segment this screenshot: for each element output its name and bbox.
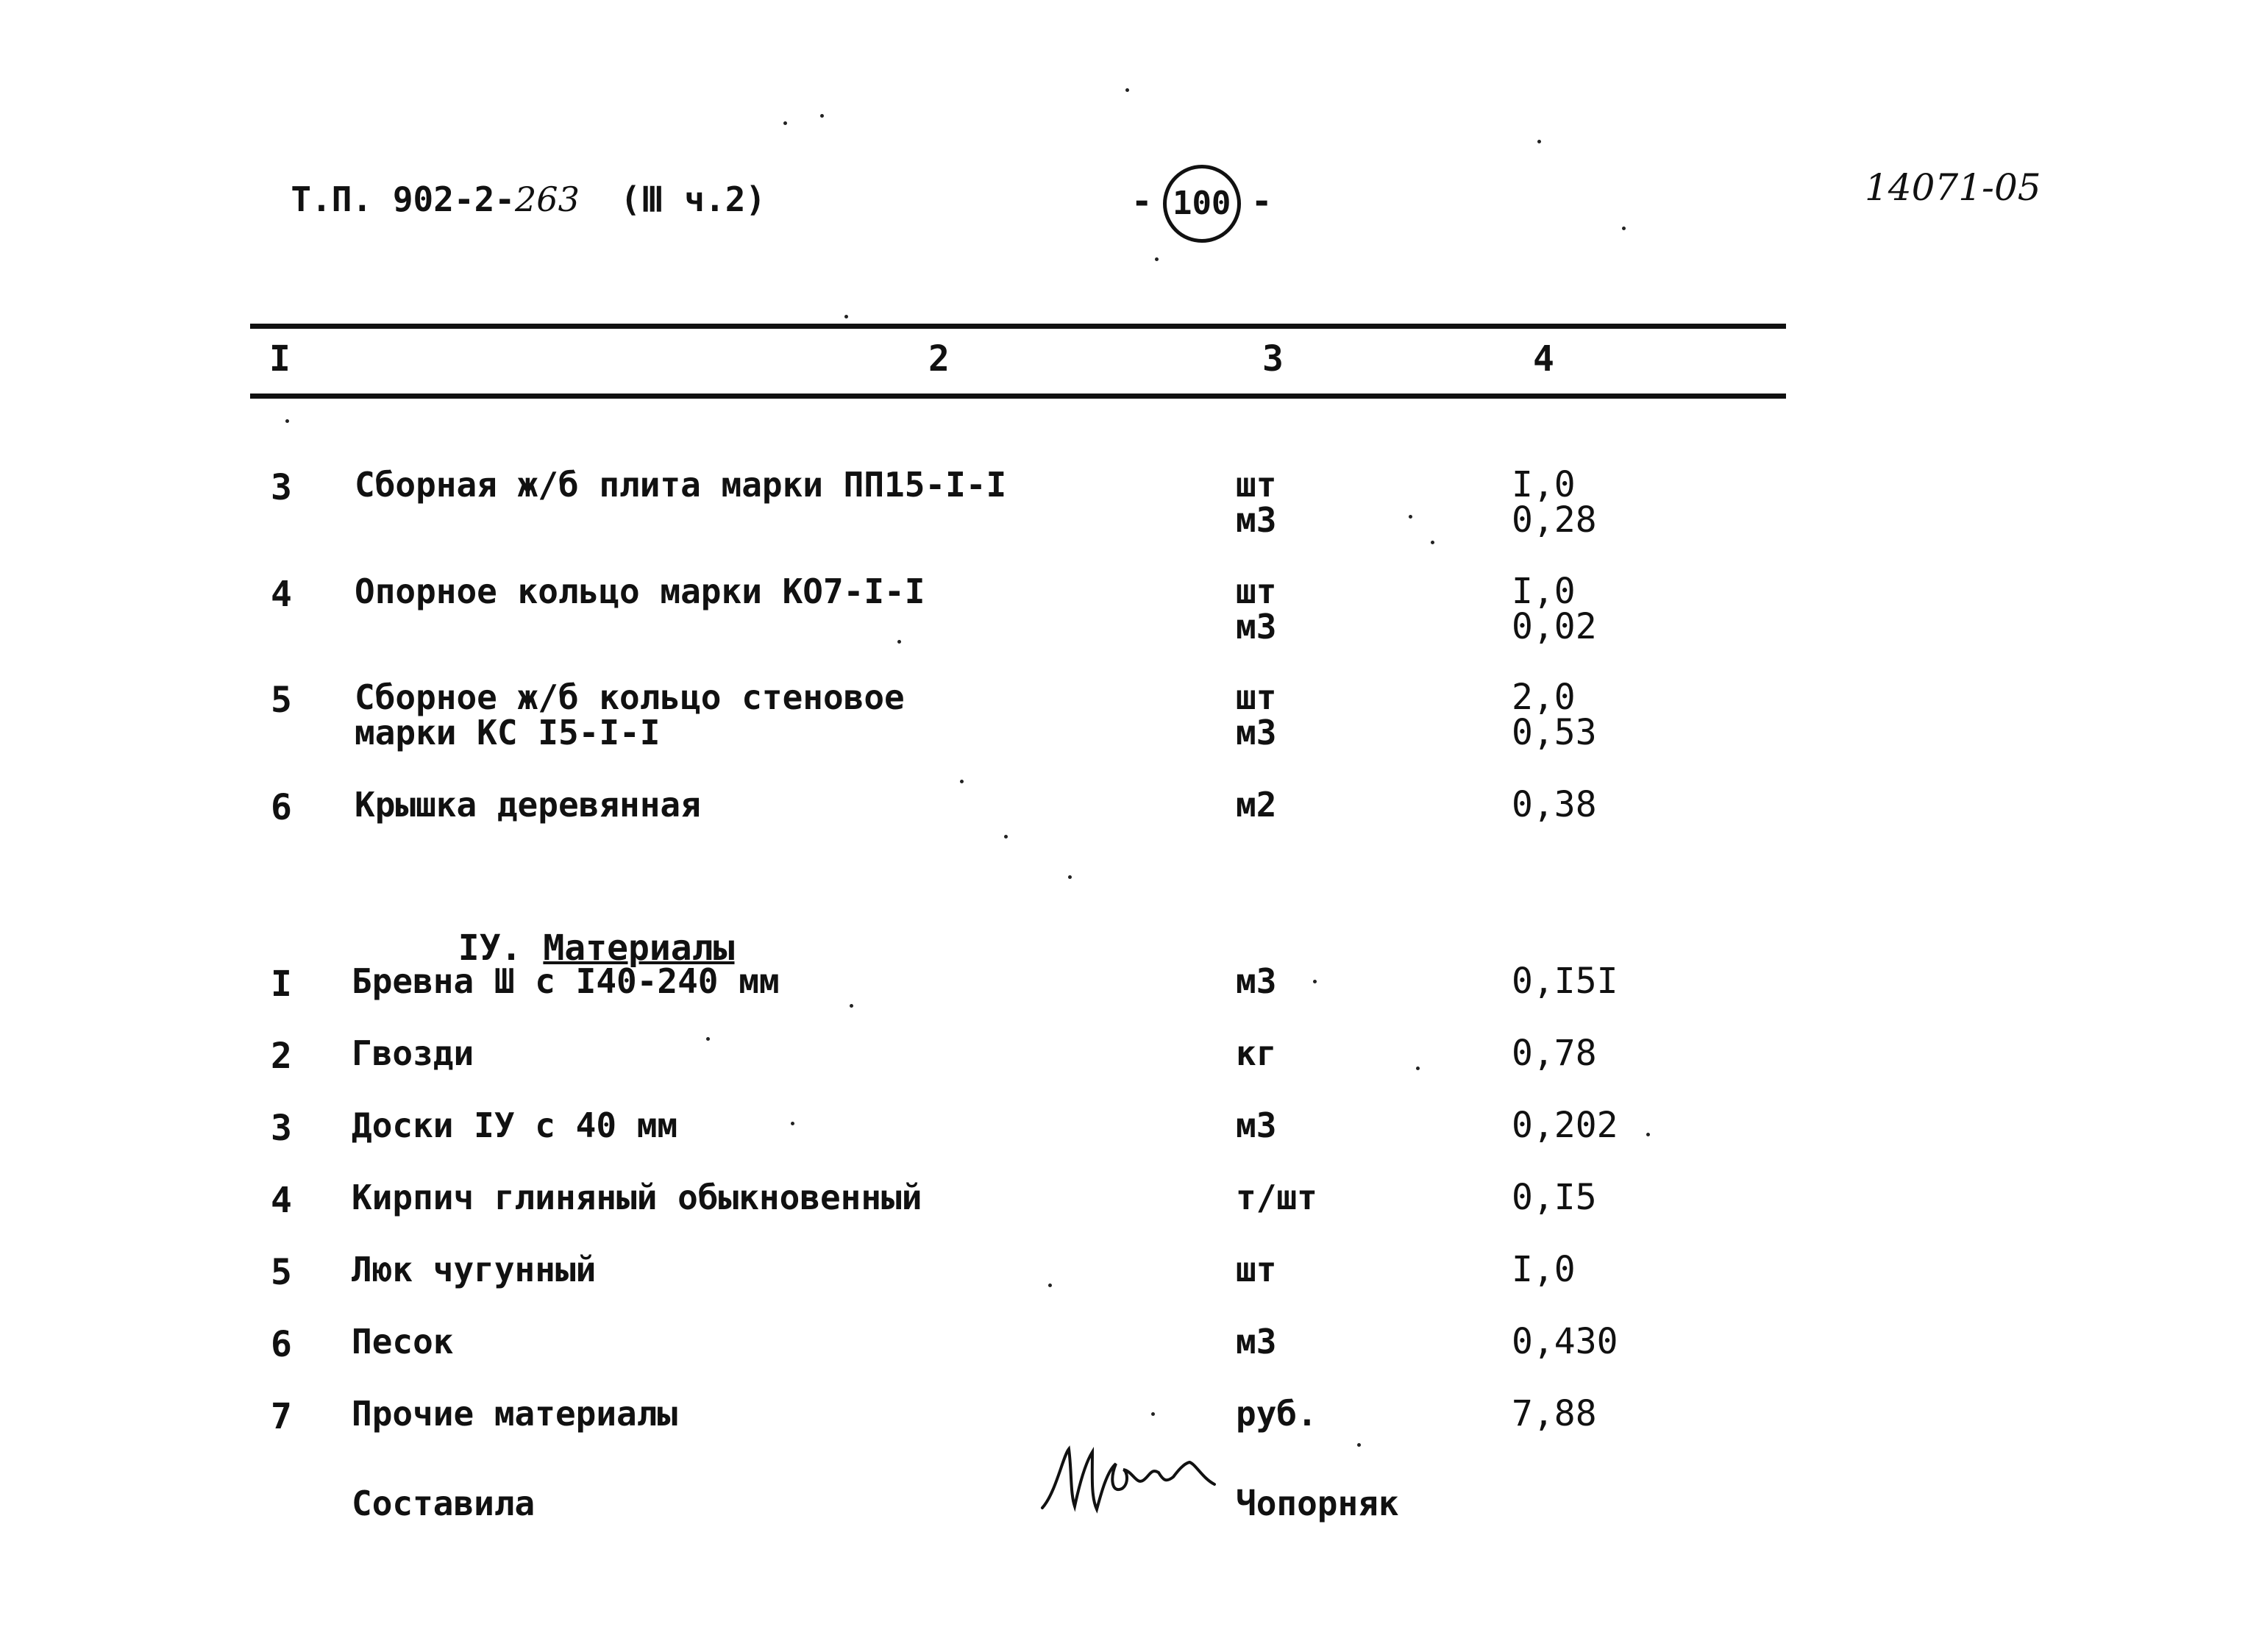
table-row-number: I <box>271 964 292 1005</box>
table-row-number: 6 <box>271 787 292 828</box>
table-row-number: 3 <box>271 1108 292 1149</box>
scan-speck <box>1125 88 1129 92</box>
table-row-name: марки КС I5-I-I <box>355 713 661 752</box>
table-row-unit: шт <box>1236 677 1277 717</box>
table-row-name: Опорное кольцо марки КО7-I-I <box>355 572 925 611</box>
table-header-rule <box>250 394 1786 399</box>
table-row-number: 2 <box>271 1036 292 1077</box>
scan-speck <box>1313 980 1317 983</box>
table-row-unit: м2 <box>1236 785 1277 825</box>
table-row-unit: шт <box>1236 1250 1277 1289</box>
table-row-number: 5 <box>271 680 292 721</box>
column-header-3: 3 <box>1262 338 1284 380</box>
table-row-unit: м3 <box>1236 500 1277 540</box>
scan-speck <box>897 640 901 644</box>
table-row-name: Бревна Ш с I40-240 мм <box>352 961 780 1001</box>
table-row-quantity: 0,28 <box>1512 499 1597 541</box>
table-row-quantity: I,0 <box>1512 571 1576 612</box>
table-row-unit: м3 <box>1236 713 1277 752</box>
page-dash-left: - <box>1131 181 1153 222</box>
table-row-quantity: 0,53 <box>1512 712 1597 753</box>
column-header-4: 4 <box>1533 338 1554 380</box>
table-row-quantity: 0,430 <box>1512 1321 1618 1362</box>
compiler-name: Чопорняк <box>1236 1484 1399 1523</box>
scan-speck <box>791 1122 794 1125</box>
table-row-name: Сборное ж/б кольцо стеновое <box>355 677 905 717</box>
table-row-unit: м3 <box>1236 1106 1277 1145</box>
table-row-unit: кг <box>1236 1033 1277 1073</box>
document-code-handwritten: 263 <box>515 179 580 219</box>
scan-speck <box>783 121 787 125</box>
table-row-quantity: 0,78 <box>1512 1033 1597 1074</box>
document-code <box>250 140 766 219</box>
table-row-unit: шт <box>1236 465 1277 505</box>
table-row-number: 7 <box>271 1396 292 1437</box>
table-row-unit: руб. <box>1236 1394 1317 1434</box>
table-row-quantity: 0,I5I <box>1512 961 1618 1002</box>
table-row-unit: м3 <box>1236 1322 1277 1361</box>
table-row-number: 4 <box>271 574 292 615</box>
scan-speck <box>844 315 848 318</box>
table-row-name: Люк чугунный <box>352 1250 597 1289</box>
scan-speck <box>1357 1443 1361 1447</box>
section-title-text: Материалы <box>543 928 735 969</box>
section-title <box>416 886 735 969</box>
scan-speck <box>285 419 289 423</box>
scan-speck <box>1622 227 1626 230</box>
scan-speck <box>960 780 964 783</box>
scan-speck <box>1646 1133 1650 1136</box>
table-row-quantity: I,0 <box>1512 1249 1576 1290</box>
scan-speck <box>1416 1067 1420 1070</box>
handwritten-signature <box>1034 1442 1232 1523</box>
table-row-name: Крышка деревянная <box>355 785 701 825</box>
table-row-name: Гвозди <box>352 1033 474 1073</box>
scan-speck <box>1151 1412 1155 1416</box>
table-row-name: Прочие материалы <box>352 1394 678 1434</box>
table-top-rule <box>250 324 1786 329</box>
compiled-by-label: Составила <box>352 1484 536 1523</box>
scan-speck <box>706 1037 710 1041</box>
table-row-number: 6 <box>271 1324 292 1365</box>
table-row-unit: м3 <box>1236 961 1277 1001</box>
scan-speck <box>1537 140 1541 143</box>
page-number-block <box>1089 124 1273 243</box>
section-number: IУ. <box>458 928 522 969</box>
table-row-name: Песок <box>352 1322 454 1361</box>
table-row-number: 3 <box>271 467 292 508</box>
page-dash-right: - <box>1251 181 1273 222</box>
table-row-unit: шт <box>1236 572 1277 611</box>
table-row-quantity: 2,0 <box>1512 677 1576 718</box>
scan-speck <box>850 1004 853 1008</box>
scan-speck <box>1048 1283 1052 1287</box>
scan-speck <box>1004 835 1008 839</box>
scan-speck <box>1068 875 1072 879</box>
table-row-unit: т/шт <box>1236 1178 1317 1217</box>
table-row-quantity: 0,202 <box>1512 1105 1618 1146</box>
scan-speck <box>1409 515 1412 519</box>
table-row-number: 4 <box>271 1180 292 1221</box>
table-row-name: Сборная ж/б плита марки ПП15-I-I <box>355 465 1007 505</box>
table-row-number: 5 <box>271 1252 292 1293</box>
page-number: 100 <box>1163 165 1241 243</box>
document-code-prefix: Т.П. 902-2- <box>291 179 516 219</box>
column-header-2: 2 <box>928 338 950 380</box>
scan-speck <box>1431 541 1434 544</box>
table-row-quantity: 7,88 <box>1512 1393 1597 1434</box>
table-row-name: Доски IУ с 40 мм <box>352 1106 678 1145</box>
document-part: (Ⅲ ч.2) <box>620 179 766 219</box>
table-row-quantity: 0,02 <box>1512 606 1597 647</box>
table-row-quantity: 0,I5 <box>1512 1177 1597 1218</box>
scan-speck <box>1155 257 1159 261</box>
table-row-unit: м3 <box>1236 607 1277 647</box>
archive-code: 14071-05 <box>1865 166 2041 209</box>
table-row-quantity: 0,38 <box>1512 784 1597 825</box>
column-header-1: I <box>269 338 291 380</box>
table-row-name: Кирпич глиняный обыкновенный <box>352 1178 922 1217</box>
table-row-quantity: I,0 <box>1512 464 1576 505</box>
scan-speck <box>820 114 824 118</box>
